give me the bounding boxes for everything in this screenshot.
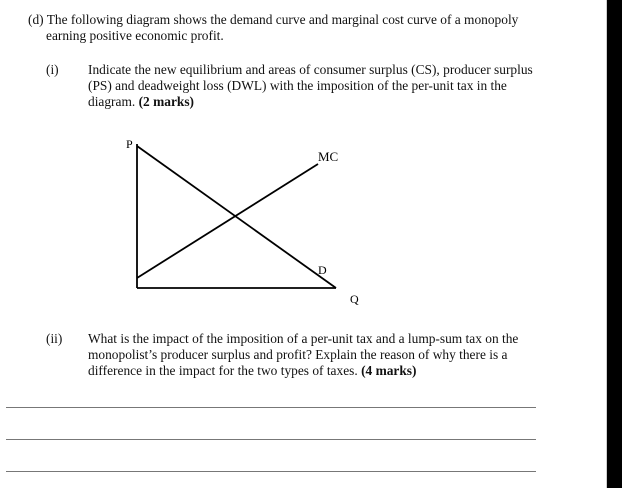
- marginal-cost-curve: [137, 164, 318, 278]
- answer-line-1: [6, 407, 536, 408]
- question-d-line-2: earning positive economic profit.: [46, 28, 224, 43]
- part-ii-line-3: [88, 363, 538, 379]
- part-ii-line-2: monopolist’s producer surplus and profit? Explain the reason of why there is a: [88, 347, 508, 362]
- part-ii-line-1: What is the impact of the imposition of a per-unit tax and a lump-sum tax on the: [88, 331, 519, 346]
- scan-border: [607, 0, 622, 488]
- demand-curve: [137, 146, 339, 288]
- part-i-marks: (2 marks): [138, 94, 195, 109]
- part-ii-text: [88, 331, 538, 379]
- part-i-line-3-text: diagram.: [88, 94, 136, 109]
- part-i-number: (i): [46, 62, 59, 77]
- part-ii-line-3-text: difference in the impact for the two types of taxes.: [88, 363, 358, 378]
- part-i-line-2: (PS) and deadweight loss (DWL) with the imposition of the per-unit tax in the: [88, 78, 507, 93]
- demand-label: D: [318, 263, 327, 277]
- price-axis-label: P: [126, 137, 133, 151]
- part-ii-number: (ii): [46, 331, 63, 346]
- answer-line-3: [6, 471, 536, 472]
- question-d-line-1: (d) The following diagram shows the demand curve and marginal cost curve of a monopoly: [28, 12, 519, 27]
- part-ii-marks: (4 marks): [361, 363, 417, 378]
- part-i-line-1: Indicate the new equilibrium and areas of consumer surplus (CS), producer surplus: [88, 62, 533, 77]
- mc-label: MC: [318, 149, 339, 164]
- quantity-axis-label: Q: [350, 292, 359, 306]
- answer-line-2: [6, 439, 536, 440]
